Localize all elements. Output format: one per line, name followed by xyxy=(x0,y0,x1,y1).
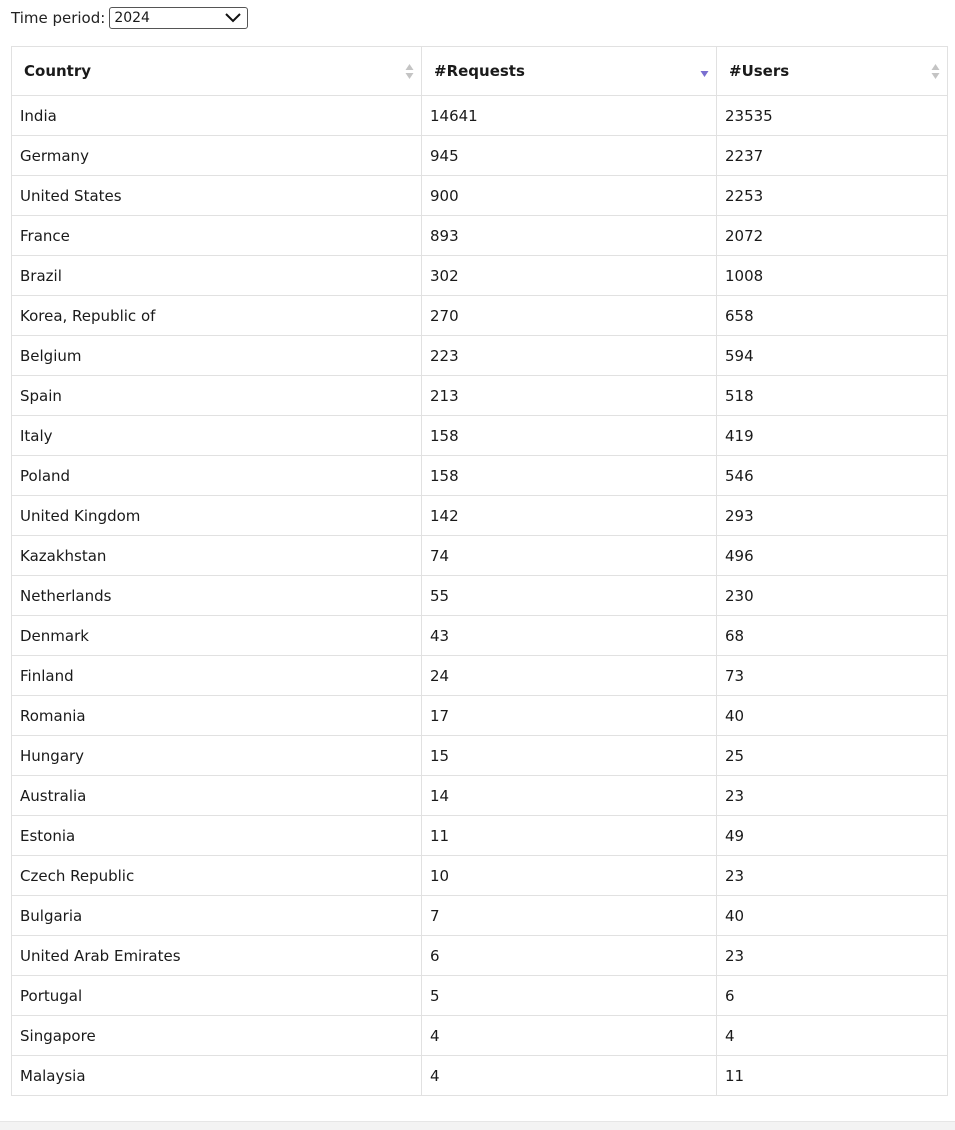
cell-requests: 158 xyxy=(422,416,717,456)
table-row xyxy=(12,96,948,136)
cell-country: Estonia xyxy=(12,816,422,856)
time-period-select[interactable] xyxy=(109,7,248,29)
cell-users: 68 xyxy=(717,616,948,656)
column-header-label: Country xyxy=(24,62,92,80)
cell-country: Korea, Republic of xyxy=(12,296,422,336)
cell-users: 4 xyxy=(717,1016,948,1056)
cell-users: 1008 xyxy=(717,256,948,296)
cell-requests: 11 xyxy=(422,816,717,856)
table-row xyxy=(12,296,948,336)
cell-country: Australia xyxy=(12,776,422,816)
column-header-label: #Users xyxy=(729,62,790,80)
cell-country: France xyxy=(12,216,422,256)
cell-users: 40 xyxy=(717,696,948,736)
cell-users: 2072 xyxy=(717,216,948,256)
table-row xyxy=(12,256,948,296)
table-row xyxy=(12,776,948,816)
table-row xyxy=(12,456,948,496)
table-row xyxy=(12,576,948,616)
cell-country: Germany xyxy=(12,136,422,176)
cell-country: Italy xyxy=(12,416,422,456)
cell-country: Spain xyxy=(12,376,422,416)
cell-users: 11 xyxy=(717,1056,948,1096)
table-row xyxy=(12,216,948,256)
cell-country: Czech Republic xyxy=(12,856,422,896)
table-row xyxy=(12,856,948,896)
cell-requests: 302 xyxy=(422,256,717,296)
cell-users: 23 xyxy=(717,856,948,896)
table-header-row xyxy=(12,47,948,96)
table-row xyxy=(12,376,948,416)
cell-requests: 24 xyxy=(422,656,717,696)
cell-country: India xyxy=(12,96,422,136)
cell-requests: 43 xyxy=(422,616,717,656)
time-period-filter xyxy=(11,6,248,30)
table-row xyxy=(12,336,948,376)
cell-requests: 900 xyxy=(422,176,717,216)
cell-users: 594 xyxy=(717,336,948,376)
table-row xyxy=(12,616,948,656)
table-row xyxy=(12,1056,948,1096)
cell-users: 49 xyxy=(717,816,948,856)
cell-users: 230 xyxy=(717,576,948,616)
cell-requests: 17 xyxy=(422,696,717,736)
cell-requests: 223 xyxy=(422,336,717,376)
cell-users: 23 xyxy=(717,776,948,816)
sort-both-icon xyxy=(931,63,940,80)
table-row xyxy=(12,736,948,776)
time-period-value: 2024 xyxy=(114,10,150,26)
cell-users: 658 xyxy=(717,296,948,336)
cell-requests: 4 xyxy=(422,1016,717,1056)
time-period-label: Time period: xyxy=(11,9,106,27)
cell-users: 2253 xyxy=(717,176,948,216)
table-row xyxy=(12,696,948,736)
cell-requests: 55 xyxy=(422,576,717,616)
cell-users: 546 xyxy=(717,456,948,496)
cell-requests: 10 xyxy=(422,856,717,896)
cell-users: 518 xyxy=(717,376,948,416)
cell-users: 73 xyxy=(717,656,948,696)
cell-requests: 142 xyxy=(422,496,717,536)
table-row xyxy=(12,1016,948,1056)
cell-country: Denmark xyxy=(12,616,422,656)
table-row xyxy=(12,496,948,536)
cell-country: Malaysia xyxy=(12,1056,422,1096)
column-header-users[interactable] xyxy=(717,47,948,96)
table-row xyxy=(12,176,948,216)
sort-both-icon xyxy=(405,63,414,80)
table-row xyxy=(12,416,948,456)
cell-country: Romania xyxy=(12,696,422,736)
cell-users: 293 xyxy=(717,496,948,536)
cell-requests: 893 xyxy=(422,216,717,256)
cell-users: 419 xyxy=(717,416,948,456)
cell-country: Finland xyxy=(12,656,422,696)
table-row xyxy=(12,656,948,696)
cell-requests: 14641 xyxy=(422,96,717,136)
cell-country: Poland xyxy=(12,456,422,496)
table-row xyxy=(12,816,948,856)
cell-country: Netherlands xyxy=(12,576,422,616)
cell-requests: 158 xyxy=(422,456,717,496)
table-row xyxy=(12,896,948,936)
country-stats-table xyxy=(11,46,948,1096)
cell-requests: 4 xyxy=(422,1056,717,1096)
cell-requests: 74 xyxy=(422,536,717,576)
cell-requests: 213 xyxy=(422,376,717,416)
cell-requests: 6 xyxy=(422,936,717,976)
cell-requests: 7 xyxy=(422,896,717,936)
cell-country: United States xyxy=(12,176,422,216)
cell-users: 23 xyxy=(717,936,948,976)
cell-requests: 14 xyxy=(422,776,717,816)
cell-country: Hungary xyxy=(12,736,422,776)
cell-requests: 5 xyxy=(422,976,717,1016)
cell-users: 2237 xyxy=(717,136,948,176)
table-row xyxy=(12,936,948,976)
cell-users: 40 xyxy=(717,896,948,936)
column-header-requests[interactable] xyxy=(422,47,717,96)
cell-requests: 270 xyxy=(422,296,717,336)
cell-country: United Kingdom xyxy=(12,496,422,536)
cell-country: Belgium xyxy=(12,336,422,376)
table-row xyxy=(12,976,948,1016)
cell-country: Brazil xyxy=(12,256,422,296)
cell-requests: 945 xyxy=(422,136,717,176)
cell-users: 25 xyxy=(717,736,948,776)
cell-country: Portugal xyxy=(12,976,422,1016)
cell-users: 23535 xyxy=(717,96,948,136)
cell-users: 6 xyxy=(717,976,948,1016)
cell-users: 496 xyxy=(717,536,948,576)
chevron-down-icon xyxy=(224,11,242,25)
cell-requests: 15 xyxy=(422,736,717,776)
cell-country: Kazakhstan xyxy=(12,536,422,576)
table-row xyxy=(12,536,948,576)
cell-country: Bulgaria xyxy=(12,896,422,936)
column-header-country[interactable] xyxy=(12,47,422,96)
column-header-label: #Requests xyxy=(434,62,525,80)
sort-descending-icon xyxy=(700,67,709,84)
table-row xyxy=(12,136,948,176)
cell-country: Singapore xyxy=(12,1016,422,1056)
cell-country: United Arab Emirates xyxy=(12,936,422,976)
